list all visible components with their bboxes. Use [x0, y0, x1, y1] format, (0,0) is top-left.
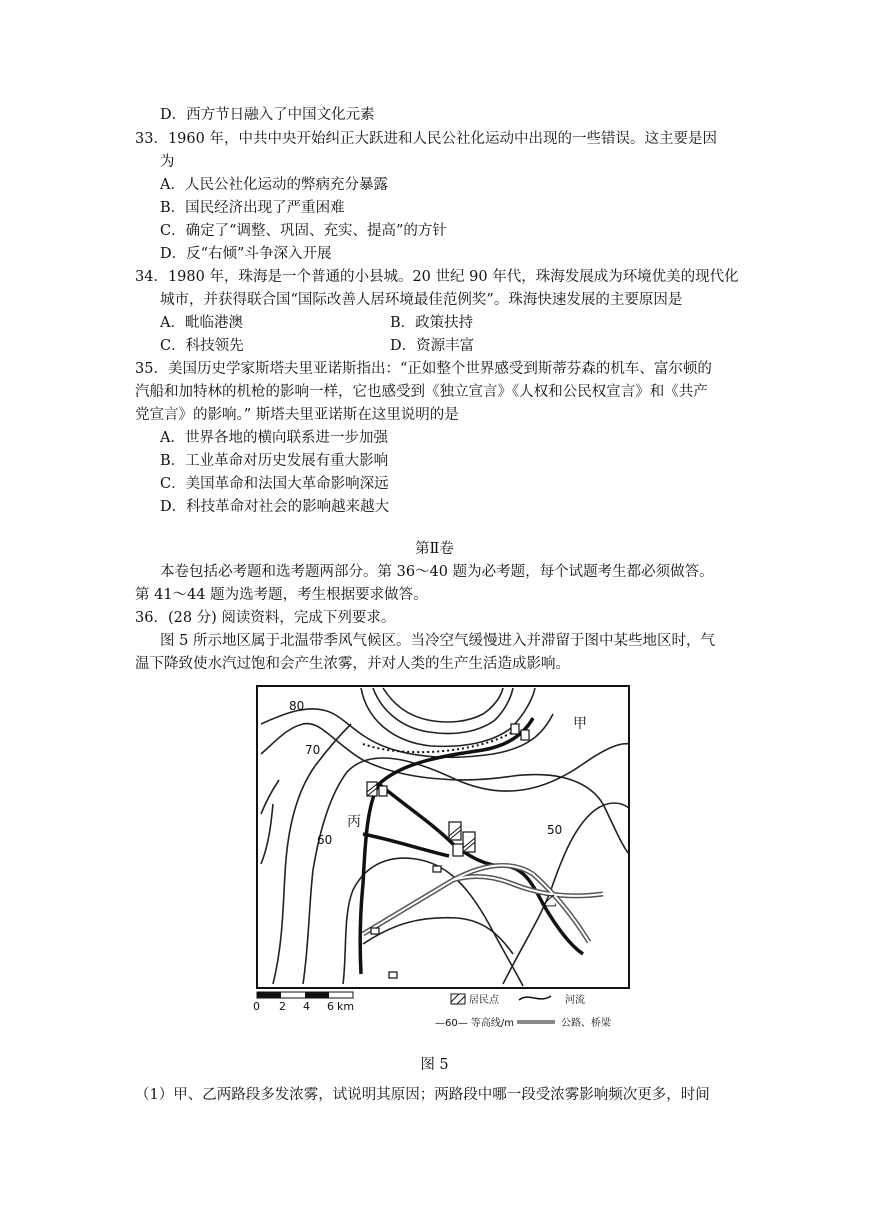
q34-option-b: B．政策扶持 [390, 315, 474, 331]
q33-option-c: C．确定了“调整、巩固、充实、提高”的方针 [160, 223, 447, 239]
q32-option-d: D．西方节日融入了中国文化元素 [160, 107, 375, 123]
q36-paragraph: 图 5 所示地区属于北温带季风气候区。当冷空气缓慢进入并滞留于图中某些地区时，气 [160, 633, 715, 649]
legend-contour-label: —60— 等高线/m [435, 1018, 515, 1029]
legend-settlement-label: 居民点 [469, 995, 499, 1006]
contour-label-80: 80 [289, 699, 305, 713]
q33-option-a: A．人民公社化运动的弊病充分暴露 [160, 177, 388, 193]
section-intro-cont: 第 41～44 题为选考题，考生根据要求做答。 [135, 587, 428, 603]
scale-tick-2: 2 [279, 1000, 286, 1013]
q33-stem-cont: 为 [160, 154, 175, 170]
scale-tick-4: 4 [303, 1000, 310, 1013]
q35-stem-cont2: 党宣言》的影响。” 斯塔夫里亚诺斯在这里说明的是 [135, 407, 459, 423]
figure-caption: 图 5 [420, 1057, 449, 1073]
figure-5-map [243, 684, 643, 1036]
section-heading: 第Ⅱ卷 [415, 541, 454, 557]
q35-option-a: A．世界各地的横向联系进一步加强 [160, 430, 388, 446]
q36-paragraph-cont: 温下降致使水汽过饱和会产生浓雾，并对人类的生产生活造成影响。 [135, 656, 570, 672]
q35-option-b: B．工业革命对历史发展有重大影响 [160, 453, 389, 469]
scale-tick-0: 0 [253, 1000, 260, 1013]
q34-option-c: C．科技领先 [160, 338, 244, 354]
q35-option-c: C．美国革命和法国大革命影响深远 [160, 476, 389, 492]
q36-sub1: （1）甲、乙两路段多发浓雾，试说明其原因；两路段中哪一段受浓雾影响频次更多，时间 [135, 1087, 710, 1103]
q36-title: 36．(28 分) 阅读资料，完成下列要求。 [135, 610, 396, 626]
q35-stem-cont1: 汽船和加特林的机枪的影响一样，它也感受到《独立宣言》《人权和公民权宣言》和《共产 [135, 384, 708, 400]
map-legend [435, 993, 612, 1029]
scale-unit: km [337, 1000, 355, 1013]
label-bing: 丙 [347, 814, 361, 830]
q33-stem: 33．1960 年，中共中央开始纠正大跃进和人民公社化运动中出现的一些错误。这主要是因 [135, 131, 717, 147]
q33-option-b: B．国民经济出现了严重困难 [160, 200, 345, 216]
scale-tick-6: 6 [327, 1000, 334, 1013]
label-yi: 乙 [543, 894, 557, 910]
q34-stem-cont: 城市，并获得联合国“国际改善人居环境最佳范例奖”。珠海快速发展的主要原因是 [160, 292, 683, 308]
q35-stem: 35．美国历史学家斯塔夫里亚诺斯指出：“正如整个世界感受到斯蒂芬森的机车、富尔顿的 [135, 361, 712, 377]
legend-river-label: 河流 [565, 995, 585, 1006]
q34-stem: 34．1980 年，珠海是一个普通的小县城。20 世纪 90 年代，珠海发展成为环境优美的现代化 [135, 269, 739, 285]
scale-bar [253, 992, 354, 1013]
section-intro: 本卷包括必考题和选考题两部分。第 36～40 题为必考题，每个试题考生都必须做答。 [160, 564, 714, 580]
legend-road-label: 公路、桥梁 [561, 1018, 611, 1029]
q33-option-d: D．反“右倾”斗争深入开展 [160, 246, 332, 262]
contour-label-60: 60 [317, 833, 333, 847]
contour-label-50: 50 [547, 823, 563, 837]
label-jia: 甲 [573, 716, 587, 732]
q34-option-a: A．毗临港澳 [160, 315, 243, 331]
q34-option-d: D．资源丰富 [390, 338, 475, 354]
legend-river-symbol [519, 996, 551, 1000]
q35-option-d: D．科技革命对社会的影响越来越大 [160, 499, 390, 515]
contour-label-70: 70 [305, 743, 321, 757]
